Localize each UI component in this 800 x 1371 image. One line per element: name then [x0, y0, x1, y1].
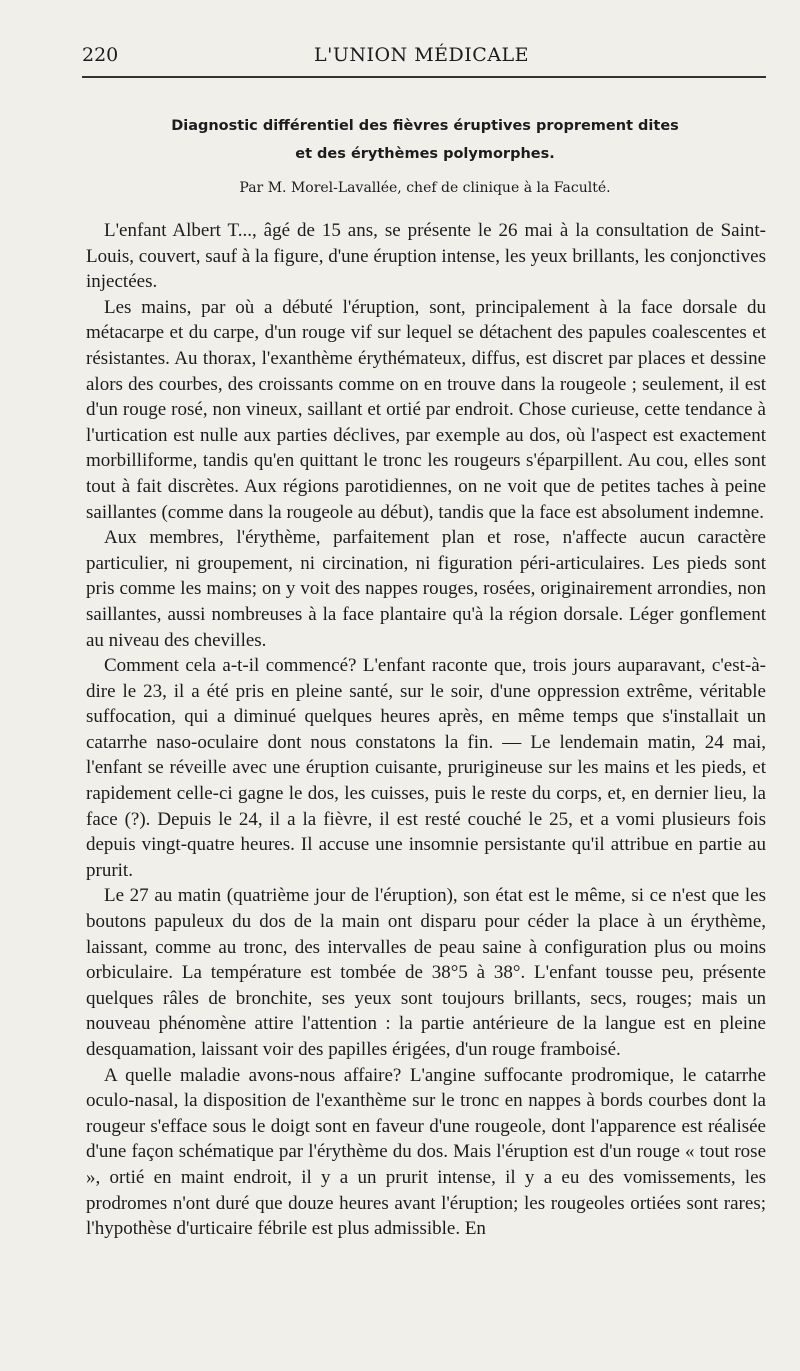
paragraph: Les mains, par où a débuté l'éruption, sont, principalement à la face dorsale du métacarpe et du carpe, d'un rouge vif sur lequel se détachent des papules coalescentes et résistantes. Au thorax, l'exanthème érythémateux, diffus, est discret par places et dessine alors des courbes, des croissants comme on en trouve dans la rougeole ; seulement, il est d'un rouge rosé, non vineux, saillant et ortié par endroit. Chose curieuse, cette tendance à l'urtication est nulle aux parties déclives, par exemple au dos, où l'aspect est exactement morbilliforme, tandis qu'en quittant le tronc les rougeurs s'éparpillent. Au cou, elles sont tout à fait discrètes. Aux régions parotidiennes, on ne voit que de petites taches à peine saillantes (comme dans la rougeole au début), tandis que la face est absolument indemne.	[86, 296, 766, 523]
header-rule	[82, 76, 766, 78]
paragraph: Comment cela a-t-il commencé? L'enfant raconte que, trois jours auparavant, c'est-à-dire le 23, il a été pris en pleine santé, sur le soir, d'une oppression extrême, véritable suffocation, qui a diminué quelques heures après, en même temps que s'installait un catarrhe naso-oculaire dont nous constatons la fin. — Le lendemain matin, 24 mai, l'enfant se réveille avec une éruption cuisante, prurigineuse sur les mains et les pieds, et rapidement celle-ci gagne le dos, les cuisses, puis le reste du corps, et, en dernier lieu, la face (?). Depuis le 24, il a la fièvre, il est resté couché le 25, et a vomi plusieurs fois depuis vingt-quatre heures. Il accuse une insomnie persistante qu'il attribue en partie au prurit.	[86, 655, 766, 881]
paragraph: Aux membres, l'érythème, parfaitement plan et rose, n'affecte aucun caractère particulier, ni groupement, ni circination, ni figuration péri-articulaires. Les pieds sont pris comme les mains; on y voit des nappes rouges, rosées, originairement arrondies, non saillantes, aussi nombreuses à la face plantaire qu'à la région dorsale. Léger gonflement au niveau des chevilles.	[86, 527, 766, 651]
author-byline: Par M. Morel-Lavallée, chef de clinique à la Faculté.	[239, 180, 611, 196]
paragraph: Le 27 au matin (quatrième jour de l'éruption), son état est le même, si ce n'est que les boutons papuleux du dos de la main ont disparu pour céder la place à un érythème, laissant, comme au tronc, des intervalles de peau saine à configuration plus ou moins orbiculaire. La température est tombée de 38°5 à 38°. L'enfant tousse peu, présente quelques râles de bronchite, ses yeux sont toujours brillants, secs, rouges; mais un nouveau phénomène attire l'attention : la partie antérieure de la langue est en pleine desquamation, laissant voir des papilles érigées, d'un rouge framboisé.	[86, 885, 766, 1060]
page-number: 220	[82, 44, 119, 66]
article-title-line-2: et des érythèmes polymorphes.	[295, 146, 555, 162]
page-header	[82, 44, 768, 74]
article-body	[86, 218, 766, 1242]
running-head: L'UNION MÉDICALE	[314, 44, 530, 66]
paragraph: A quelle maladie avons-nous affaire? L'angine suffocante prodromique, le catarrhe oculo-nasal, la disposition de l'exanthème sur le tronc en nappes à bords courbes dont la rougeur s'efface sous le doigt sont en faveur d'une rougeole, dont l'apparence est réalisée d'une façon schématique par l'érythème du dos. Mais l'éruption est d'un rouge « tout rose », ortié en maint endroit, il y a un prurit intense, il y a eu des vomissements, les prodromes n'ont duré que douze heures avant l'éruption; les rougeoles ortiées sont rares; l'hypothèse d'urticaire fébrile est plus admissible. En	[86, 1064, 766, 1240]
article-title-block	[80, 112, 770, 196]
article-title-line-1: Diagnostic différentiel des fièvres éruptives proprement dites	[171, 118, 679, 134]
paragraph: L'enfant Albert T..., âgé de 15 ans, se présente le 26 mai à la consultation de Saint-Louis, couvert, sauf à la figure, d'une éruption intense, les yeux brillants, les conjonctives injectées.	[86, 220, 766, 293]
